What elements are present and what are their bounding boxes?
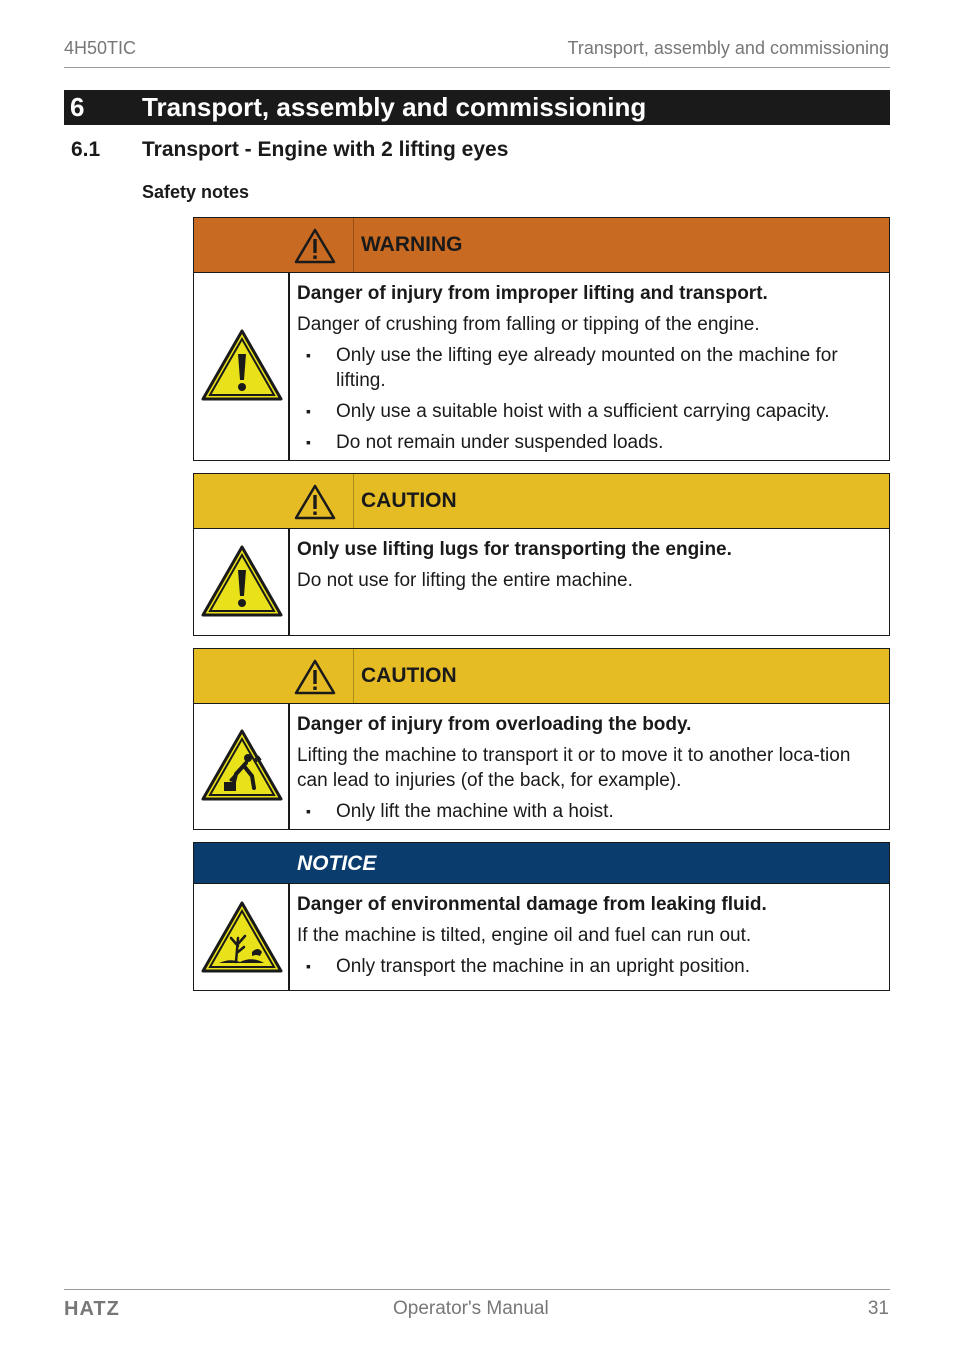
- warning-box: [193, 217, 890, 461]
- footer-doc-type: Operator's Manual: [393, 1298, 549, 1319]
- exclamation-warning-icon: [200, 328, 284, 402]
- exclamation-warning-icon: [294, 659, 336, 695]
- caution-text: Lifting the machine to transport it or to move it to another loca-tion can lead to injuries (of the back, for example).: [297, 745, 851, 791]
- caution-header-bar: [194, 649, 889, 704]
- footer-brand: HATZ: [64, 1298, 120, 1320]
- caution-icon-cell: [194, 529, 290, 635]
- caution-content: [297, 537, 881, 599]
- list-item: ▪ Only transport the machine in an upright position.: [297, 954, 881, 979]
- chapter-number: 6: [70, 92, 85, 122]
- header-divider: [64, 67, 890, 68]
- header-doc-id: 4H50TIC: [64, 38, 137, 58]
- list-item: ▪ Only use a suitable hoist with a sufficient carrying capacity.: [297, 399, 881, 424]
- header-section: Transport, assembly and commissioning: [567, 38, 889, 58]
- warning-title: Danger of injury from improper lifting and transport.: [297, 283, 768, 304]
- exclamation-warning-icon: [200, 544, 284, 618]
- safety-notes-heading: Safety notes: [142, 182, 250, 202]
- warning-text: Danger of crushing from falling or tipping of the engine.: [297, 314, 760, 335]
- caution-label: CAUTION: [361, 489, 457, 512]
- notice-header-bar: [194, 843, 889, 884]
- chapter-title: Transport, assembly and commissioning: [142, 92, 647, 122]
- notice-body: [194, 884, 889, 990]
- notice-label: NOTICE: [297, 852, 377, 875]
- caution-title: Danger of injury from overloading the body.: [297, 714, 692, 735]
- caution-content: [297, 712, 881, 830]
- footer-divider: [64, 1289, 890, 1290]
- list-item: ▪ Only use the lifting eye already mounted on the machine for lifting.: [297, 343, 881, 393]
- exclamation-warning-icon: [294, 484, 336, 520]
- notice-content: [297, 892, 881, 985]
- subsection-number: 6.1: [71, 138, 101, 161]
- environmental-hazard-icon: [200, 900, 284, 974]
- notice-icon-cell: [194, 884, 290, 990]
- caution-icon-cell: [194, 704, 290, 829]
- caution-label: CAUTION: [361, 664, 457, 687]
- caution-text: Do not use for lifting the entire machine.: [297, 570, 633, 591]
- warning-icon-cell: [194, 273, 290, 460]
- notice-text: If the machine is tilted, engine oil and fuel can run out.: [297, 925, 752, 946]
- list-item: ▪ Only lift the machine with a hoist.: [297, 799, 881, 824]
- chapter-heading: [64, 90, 890, 125]
- caution-box-lifting-lugs: [193, 473, 890, 636]
- warning-body: [194, 273, 889, 460]
- footer-page-number: 31: [867, 1298, 889, 1319]
- heavy-lifting-warning-icon: [200, 728, 284, 802]
- caution-bullet-list: [297, 799, 881, 824]
- caution-body: [194, 704, 889, 829]
- notice-box: [193, 842, 890, 991]
- caution-body: [194, 529, 889, 635]
- exclamation-warning-icon: [294, 228, 336, 264]
- notice-bullet-list: [297, 954, 881, 979]
- warning-content: [297, 281, 881, 461]
- header-separator: [353, 218, 354, 272]
- warning-bullet-list: [297, 343, 881, 455]
- warning-label: WARNING: [361, 233, 463, 256]
- subsection-title: Transport - Engine with 2 lifting eyes: [142, 138, 509, 161]
- list-item: ▪ Do not remain under suspended loads.: [297, 430, 881, 455]
- header-separator: [353, 474, 354, 528]
- notice-title: Danger of environmental damage from leaking fluid.: [297, 894, 767, 915]
- caution-header-bar: [194, 474, 889, 529]
- caution-title: Only use lifting lugs for transporting the engine.: [297, 539, 732, 560]
- header-separator: [353, 649, 354, 703]
- warning-header-bar: [194, 218, 889, 273]
- caution-box-overloading: [193, 648, 890, 830]
